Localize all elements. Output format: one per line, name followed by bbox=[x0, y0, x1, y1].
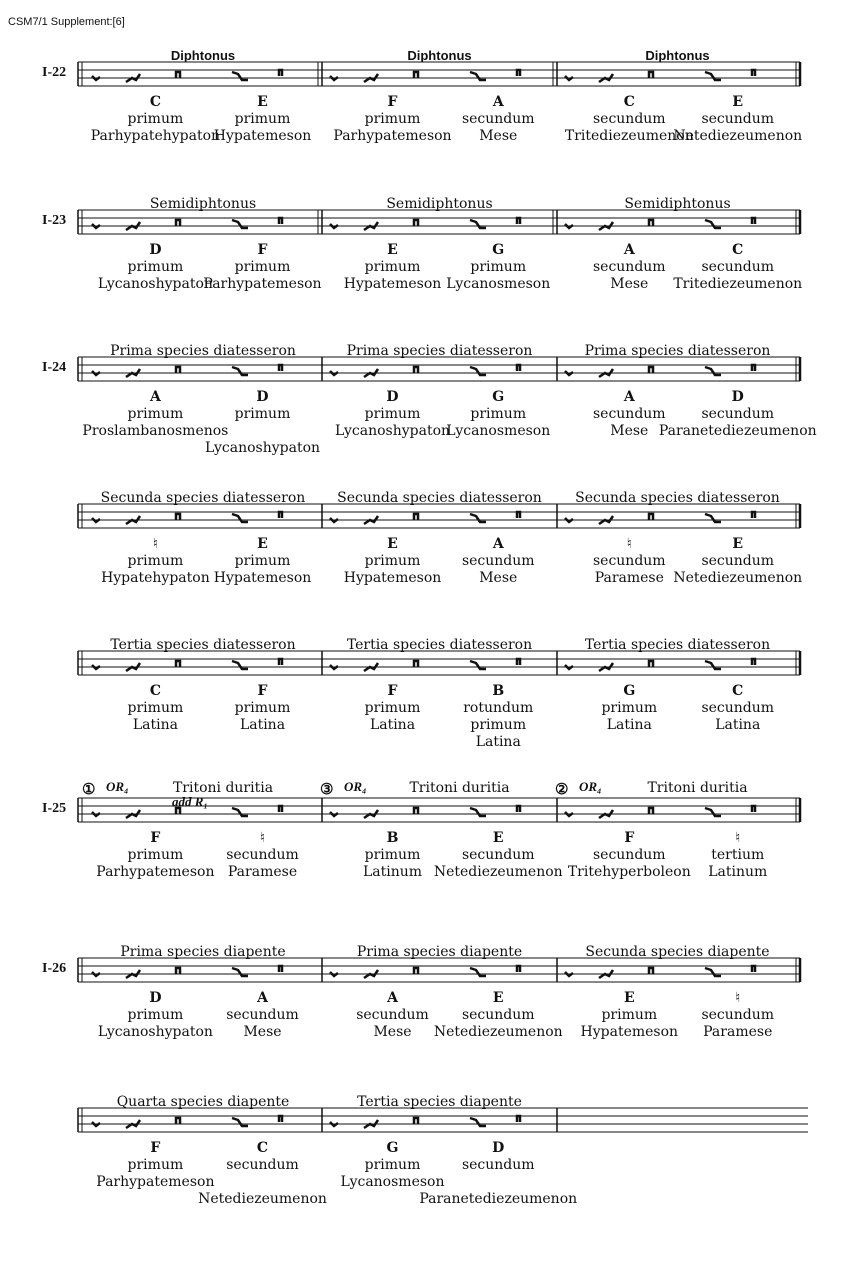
note-register: tertium bbox=[711, 847, 765, 863]
note-name: B bbox=[386, 830, 399, 846]
neume bbox=[752, 365, 755, 371]
note-name: ♮ bbox=[152, 536, 158, 552]
note-name: D bbox=[149, 990, 162, 1006]
neume bbox=[470, 514, 486, 522]
segment-title: Prima species diatesseron bbox=[346, 343, 533, 359]
segment-title: Tertia species diatesseron bbox=[110, 637, 296, 653]
note-register: secundum bbox=[701, 259, 775, 275]
section-number-circle: ③ bbox=[320, 781, 334, 798]
neume bbox=[752, 70, 755, 76]
neume bbox=[470, 808, 486, 816]
segment-title: Secunda species diatesseron bbox=[575, 490, 780, 506]
neume bbox=[705, 661, 721, 669]
note-name: G bbox=[492, 389, 505, 405]
note-register: rotundum bbox=[463, 700, 534, 716]
note-name: D bbox=[386, 389, 399, 405]
note-register: primum bbox=[127, 111, 184, 127]
note-register: primum bbox=[234, 259, 291, 275]
note-register: secundum bbox=[356, 1007, 429, 1023]
neume bbox=[414, 514, 418, 520]
note-position: Parhypatemeson bbox=[333, 128, 452, 144]
neume bbox=[414, 220, 418, 226]
neume bbox=[279, 365, 282, 371]
note-name: G bbox=[492, 242, 505, 258]
segment-title: Quarta species diapente bbox=[116, 1094, 290, 1110]
neume bbox=[649, 367, 653, 373]
note-position: Lycanoshypaton bbox=[334, 423, 451, 439]
note-position: Tritehyperboleon bbox=[567, 864, 691, 880]
note-position: Netediezeumenon bbox=[673, 570, 803, 586]
note-name: A bbox=[387, 990, 398, 1006]
note-name: A bbox=[149, 389, 161, 405]
note-name: D bbox=[256, 389, 269, 405]
neume bbox=[649, 808, 653, 814]
note-position: Paramese bbox=[703, 1024, 773, 1040]
segment-title: Semidiphtonus bbox=[386, 196, 493, 212]
note-position: Lycanosmeson bbox=[446, 423, 551, 439]
segment-title: Prima species diatesseron bbox=[110, 343, 296, 359]
or-marker: OR₄ bbox=[344, 779, 367, 794]
note-register: secundum bbox=[461, 1157, 535, 1173]
row-label: I-26 bbox=[42, 961, 67, 976]
neume bbox=[279, 659, 282, 665]
note-position: Mese bbox=[610, 423, 649, 439]
segment-title: Secunda species diapente bbox=[585, 944, 770, 960]
note-position: Hypatemeson bbox=[580, 1024, 679, 1040]
neume bbox=[705, 72, 721, 80]
neume bbox=[470, 1118, 486, 1126]
note-position: Lycanosmeson bbox=[340, 1174, 445, 1190]
note-name: E bbox=[623, 990, 635, 1006]
note-name: ♮ bbox=[735, 990, 741, 1006]
note-register: secundum bbox=[701, 1007, 775, 1023]
section-number-circle: ② bbox=[555, 781, 569, 798]
note-register: primum bbox=[234, 111, 291, 127]
neume bbox=[232, 220, 248, 228]
note-register: secundum bbox=[701, 406, 775, 422]
row-label: I-23 bbox=[42, 213, 67, 228]
note-position: Lycanoshypaton bbox=[204, 440, 321, 456]
note-name: A bbox=[623, 242, 635, 258]
neume bbox=[517, 659, 520, 665]
neume bbox=[232, 808, 248, 816]
neume bbox=[414, 661, 418, 667]
row-label: I-24 bbox=[42, 360, 67, 375]
neume bbox=[470, 661, 486, 669]
note-position: Paranetediezeumenon bbox=[419, 1191, 578, 1207]
neume bbox=[414, 968, 418, 974]
neume bbox=[414, 808, 418, 814]
segment-title: Tritoni duritia bbox=[409, 780, 510, 796]
note-register: primum bbox=[364, 847, 421, 863]
note-name: C bbox=[256, 1140, 269, 1156]
note-register: secundum bbox=[461, 111, 535, 127]
note-label bbox=[658, 683, 818, 734]
note-name: E bbox=[387, 536, 398, 552]
neume bbox=[414, 1118, 418, 1124]
note-position: Latina bbox=[132, 717, 178, 733]
note-name: F bbox=[150, 1140, 161, 1156]
neume bbox=[232, 661, 248, 669]
note-position: Mese bbox=[479, 570, 518, 586]
or-marker: OR₄ bbox=[106, 779, 129, 794]
note-register: primum bbox=[234, 553, 291, 569]
note-name: E bbox=[257, 536, 268, 552]
segment-title: Tertia species diapente bbox=[357, 1094, 522, 1110]
segment-title: Tertia species diatesseron bbox=[346, 637, 533, 653]
note-name: F bbox=[150, 830, 161, 846]
neume bbox=[232, 367, 248, 375]
note-register: primum bbox=[234, 700, 291, 716]
note-register: secundum bbox=[592, 259, 666, 275]
segment-title: Tritoni duritia bbox=[172, 780, 274, 796]
note-register: primum bbox=[127, 406, 184, 422]
neume bbox=[414, 72, 418, 78]
neume bbox=[470, 367, 486, 375]
note-position: Latina bbox=[239, 717, 286, 733]
note-label bbox=[418, 1140, 578, 1208]
note-name: C bbox=[623, 94, 635, 110]
note-register: primum bbox=[470, 406, 527, 422]
note-register: primum bbox=[364, 111, 421, 127]
neume bbox=[517, 966, 520, 972]
row-label: I-22 bbox=[42, 65, 67, 80]
note-name: ♮ bbox=[259, 830, 265, 846]
note-register: secundum bbox=[701, 553, 775, 569]
neume bbox=[705, 220, 721, 228]
note-position: Netediezeumenon bbox=[198, 1191, 327, 1207]
neume bbox=[517, 365, 520, 371]
note-name: E bbox=[492, 830, 504, 846]
note-register: primum bbox=[127, 553, 184, 569]
note-label bbox=[658, 242, 818, 293]
note-register: primum bbox=[601, 700, 658, 716]
note-register: primum bbox=[364, 406, 421, 422]
neume bbox=[517, 806, 520, 812]
neume bbox=[232, 72, 248, 80]
segment-title: Tertia species diatesseron bbox=[584, 637, 771, 653]
note-name: D bbox=[149, 242, 162, 258]
note-label bbox=[658, 94, 818, 145]
note-register: primum bbox=[364, 553, 421, 569]
neume bbox=[470, 72, 486, 80]
note-name: F bbox=[257, 683, 268, 699]
note-position: Latina bbox=[475, 734, 521, 750]
neume bbox=[279, 70, 282, 76]
note-position: Netediezeumenon bbox=[433, 1024, 563, 1040]
note-register: primum bbox=[127, 259, 184, 275]
neume bbox=[649, 661, 653, 667]
neume bbox=[470, 220, 486, 228]
neume bbox=[649, 220, 653, 226]
note-position: Parhypatemeson bbox=[203, 276, 322, 292]
note-position: Netediezeumenon bbox=[673, 128, 803, 144]
segment-title: Prima species diatesseron bbox=[584, 343, 771, 359]
note-name: F bbox=[387, 683, 398, 699]
note-register: secundum bbox=[226, 1157, 299, 1173]
note-label bbox=[658, 389, 818, 440]
note-position: Tritediezeumenon bbox=[564, 128, 694, 144]
neume bbox=[517, 218, 520, 224]
note-register: primum bbox=[470, 259, 527, 275]
segment-title: Prima species diapente bbox=[356, 944, 523, 960]
note-register: secundum bbox=[701, 111, 775, 127]
section-number-circle: ① bbox=[82, 781, 96, 798]
note-label bbox=[658, 990, 818, 1041]
note-register: secundum bbox=[461, 553, 535, 569]
note-position: Latina bbox=[369, 717, 416, 733]
neume bbox=[176, 661, 180, 667]
note-position: Lycanoshypaton bbox=[97, 1024, 213, 1040]
note-name: E bbox=[732, 536, 744, 552]
neume bbox=[232, 1118, 248, 1126]
neume bbox=[176, 968, 180, 974]
note-name: C bbox=[732, 242, 744, 258]
note-position: Latinum bbox=[708, 864, 768, 880]
note-position: Parhypatehypaton bbox=[90, 128, 221, 144]
segment-title: Secunda species diatesseron bbox=[337, 490, 542, 506]
segment-title: Diphtonus bbox=[407, 48, 472, 63]
neume bbox=[176, 1118, 180, 1124]
neume bbox=[470, 968, 486, 976]
neume bbox=[705, 514, 721, 522]
row-label: I-25 bbox=[42, 801, 67, 816]
note-name: ♮ bbox=[626, 536, 632, 552]
note-position: Hypatemeson bbox=[213, 128, 312, 144]
neume bbox=[414, 367, 418, 373]
note-name: F bbox=[624, 830, 635, 846]
neume bbox=[705, 808, 721, 816]
neume bbox=[279, 218, 282, 224]
note-name: C bbox=[732, 683, 744, 699]
neume bbox=[279, 966, 282, 972]
note-register: primum bbox=[364, 259, 421, 275]
note-register: primum bbox=[364, 700, 421, 716]
note-position: Latinum bbox=[362, 864, 423, 880]
note-register: primum bbox=[127, 1007, 184, 1023]
note-label bbox=[658, 830, 818, 881]
note-name: F bbox=[257, 242, 268, 258]
note-position: Proslambanosmenos bbox=[82, 423, 229, 439]
note-position: primum bbox=[470, 717, 527, 733]
neume bbox=[517, 512, 520, 518]
note-position: Hypatemeson bbox=[343, 276, 442, 292]
note-name: B bbox=[492, 683, 505, 699]
add-marker: add R₁ bbox=[172, 794, 208, 809]
note-register: secundum bbox=[226, 1007, 299, 1023]
note-position: Latina bbox=[715, 717, 761, 733]
note-position: Mese bbox=[243, 1024, 282, 1040]
segment-title: Tritoni duritia bbox=[647, 780, 748, 796]
note-name: D bbox=[492, 1140, 505, 1156]
note-register: primum bbox=[234, 406, 291, 422]
or-marker: OR₄ bbox=[579, 779, 602, 794]
note-register: secundum bbox=[461, 847, 535, 863]
note-position: Netediezeumenon bbox=[433, 864, 563, 880]
note-position: Parhypatemeson bbox=[96, 864, 215, 880]
note-register: secundum bbox=[592, 553, 666, 569]
note-name: E bbox=[492, 990, 504, 1006]
note-register: secundum bbox=[461, 1007, 535, 1023]
note-position: Hypatehypaton bbox=[101, 570, 210, 586]
neume bbox=[705, 968, 721, 976]
neume bbox=[752, 806, 755, 812]
note-name: A bbox=[257, 990, 268, 1006]
note-position: Mese bbox=[479, 128, 518, 144]
note-position: Lycanoshypaton bbox=[97, 276, 213, 292]
neume bbox=[279, 512, 282, 518]
note-label bbox=[658, 536, 818, 587]
note-name: D bbox=[731, 389, 744, 405]
neume bbox=[176, 220, 180, 226]
neume bbox=[752, 218, 755, 224]
note-name: G bbox=[386, 1140, 399, 1156]
note-position: Hypatemeson bbox=[343, 570, 442, 586]
neume bbox=[279, 806, 282, 812]
note-register: secundum bbox=[592, 406, 666, 422]
note-register: secundum bbox=[701, 700, 775, 716]
note-register: secundum bbox=[226, 847, 299, 863]
note-name: G bbox=[623, 683, 636, 699]
segment-title: Semidiphtonus bbox=[624, 196, 731, 212]
neume bbox=[752, 659, 755, 665]
note-position bbox=[418, 1174, 578, 1191]
neume bbox=[649, 968, 653, 974]
segment-title: Secunda species diatesseron bbox=[100, 490, 306, 506]
segment-title: Diphtonus bbox=[170, 48, 236, 63]
neume bbox=[649, 72, 653, 78]
note-register: primum bbox=[127, 1157, 184, 1173]
note-register: primum bbox=[364, 1157, 421, 1173]
note-name: F bbox=[387, 94, 398, 110]
note-register: primum bbox=[127, 847, 184, 863]
segment-title: Diphtonus bbox=[645, 48, 710, 63]
segment-title: Prima species diapente bbox=[120, 944, 286, 960]
neume bbox=[176, 367, 180, 373]
note-position: Tritediezeumenon bbox=[673, 276, 803, 292]
note-position: Mese bbox=[373, 1024, 412, 1040]
note-position: Paramese bbox=[594, 570, 664, 586]
neume bbox=[279, 1116, 282, 1122]
note-name: E bbox=[257, 94, 268, 110]
page-header: CSM7/1 Supplement:[6] bbox=[8, 16, 125, 28]
note-position: Hypatemeson bbox=[213, 570, 312, 586]
note-name: A bbox=[492, 536, 504, 552]
note-name: C bbox=[149, 94, 161, 110]
note-name: ♮ bbox=[735, 830, 741, 846]
neume bbox=[752, 966, 755, 972]
neume bbox=[517, 1116, 520, 1122]
note-position: Lycanosmeson bbox=[446, 276, 551, 292]
neume bbox=[176, 514, 180, 520]
neume bbox=[232, 968, 248, 976]
note-register: primum bbox=[601, 1007, 658, 1023]
note-position: Parhypatemeson bbox=[96, 1174, 215, 1190]
note-name: A bbox=[623, 389, 635, 405]
note-name: A bbox=[492, 94, 504, 110]
note-register: secundum bbox=[592, 111, 666, 127]
note-name: E bbox=[732, 94, 744, 110]
note-register: primum bbox=[127, 700, 184, 716]
neume bbox=[705, 367, 721, 375]
neume bbox=[649, 514, 653, 520]
note-position: Paranetediezeumenon bbox=[658, 423, 817, 439]
neume bbox=[752, 512, 755, 518]
segment-title: Semidiphtonus bbox=[149, 196, 257, 212]
note-register: secundum bbox=[592, 847, 666, 863]
note-position: Mese bbox=[610, 276, 649, 292]
neume bbox=[232, 514, 248, 522]
note-name: E bbox=[387, 242, 398, 258]
note-position: Latina bbox=[606, 717, 652, 733]
note-name: C bbox=[149, 683, 161, 699]
note-position: Paramese bbox=[227, 864, 298, 880]
neume bbox=[517, 70, 520, 76]
neume bbox=[176, 72, 180, 78]
